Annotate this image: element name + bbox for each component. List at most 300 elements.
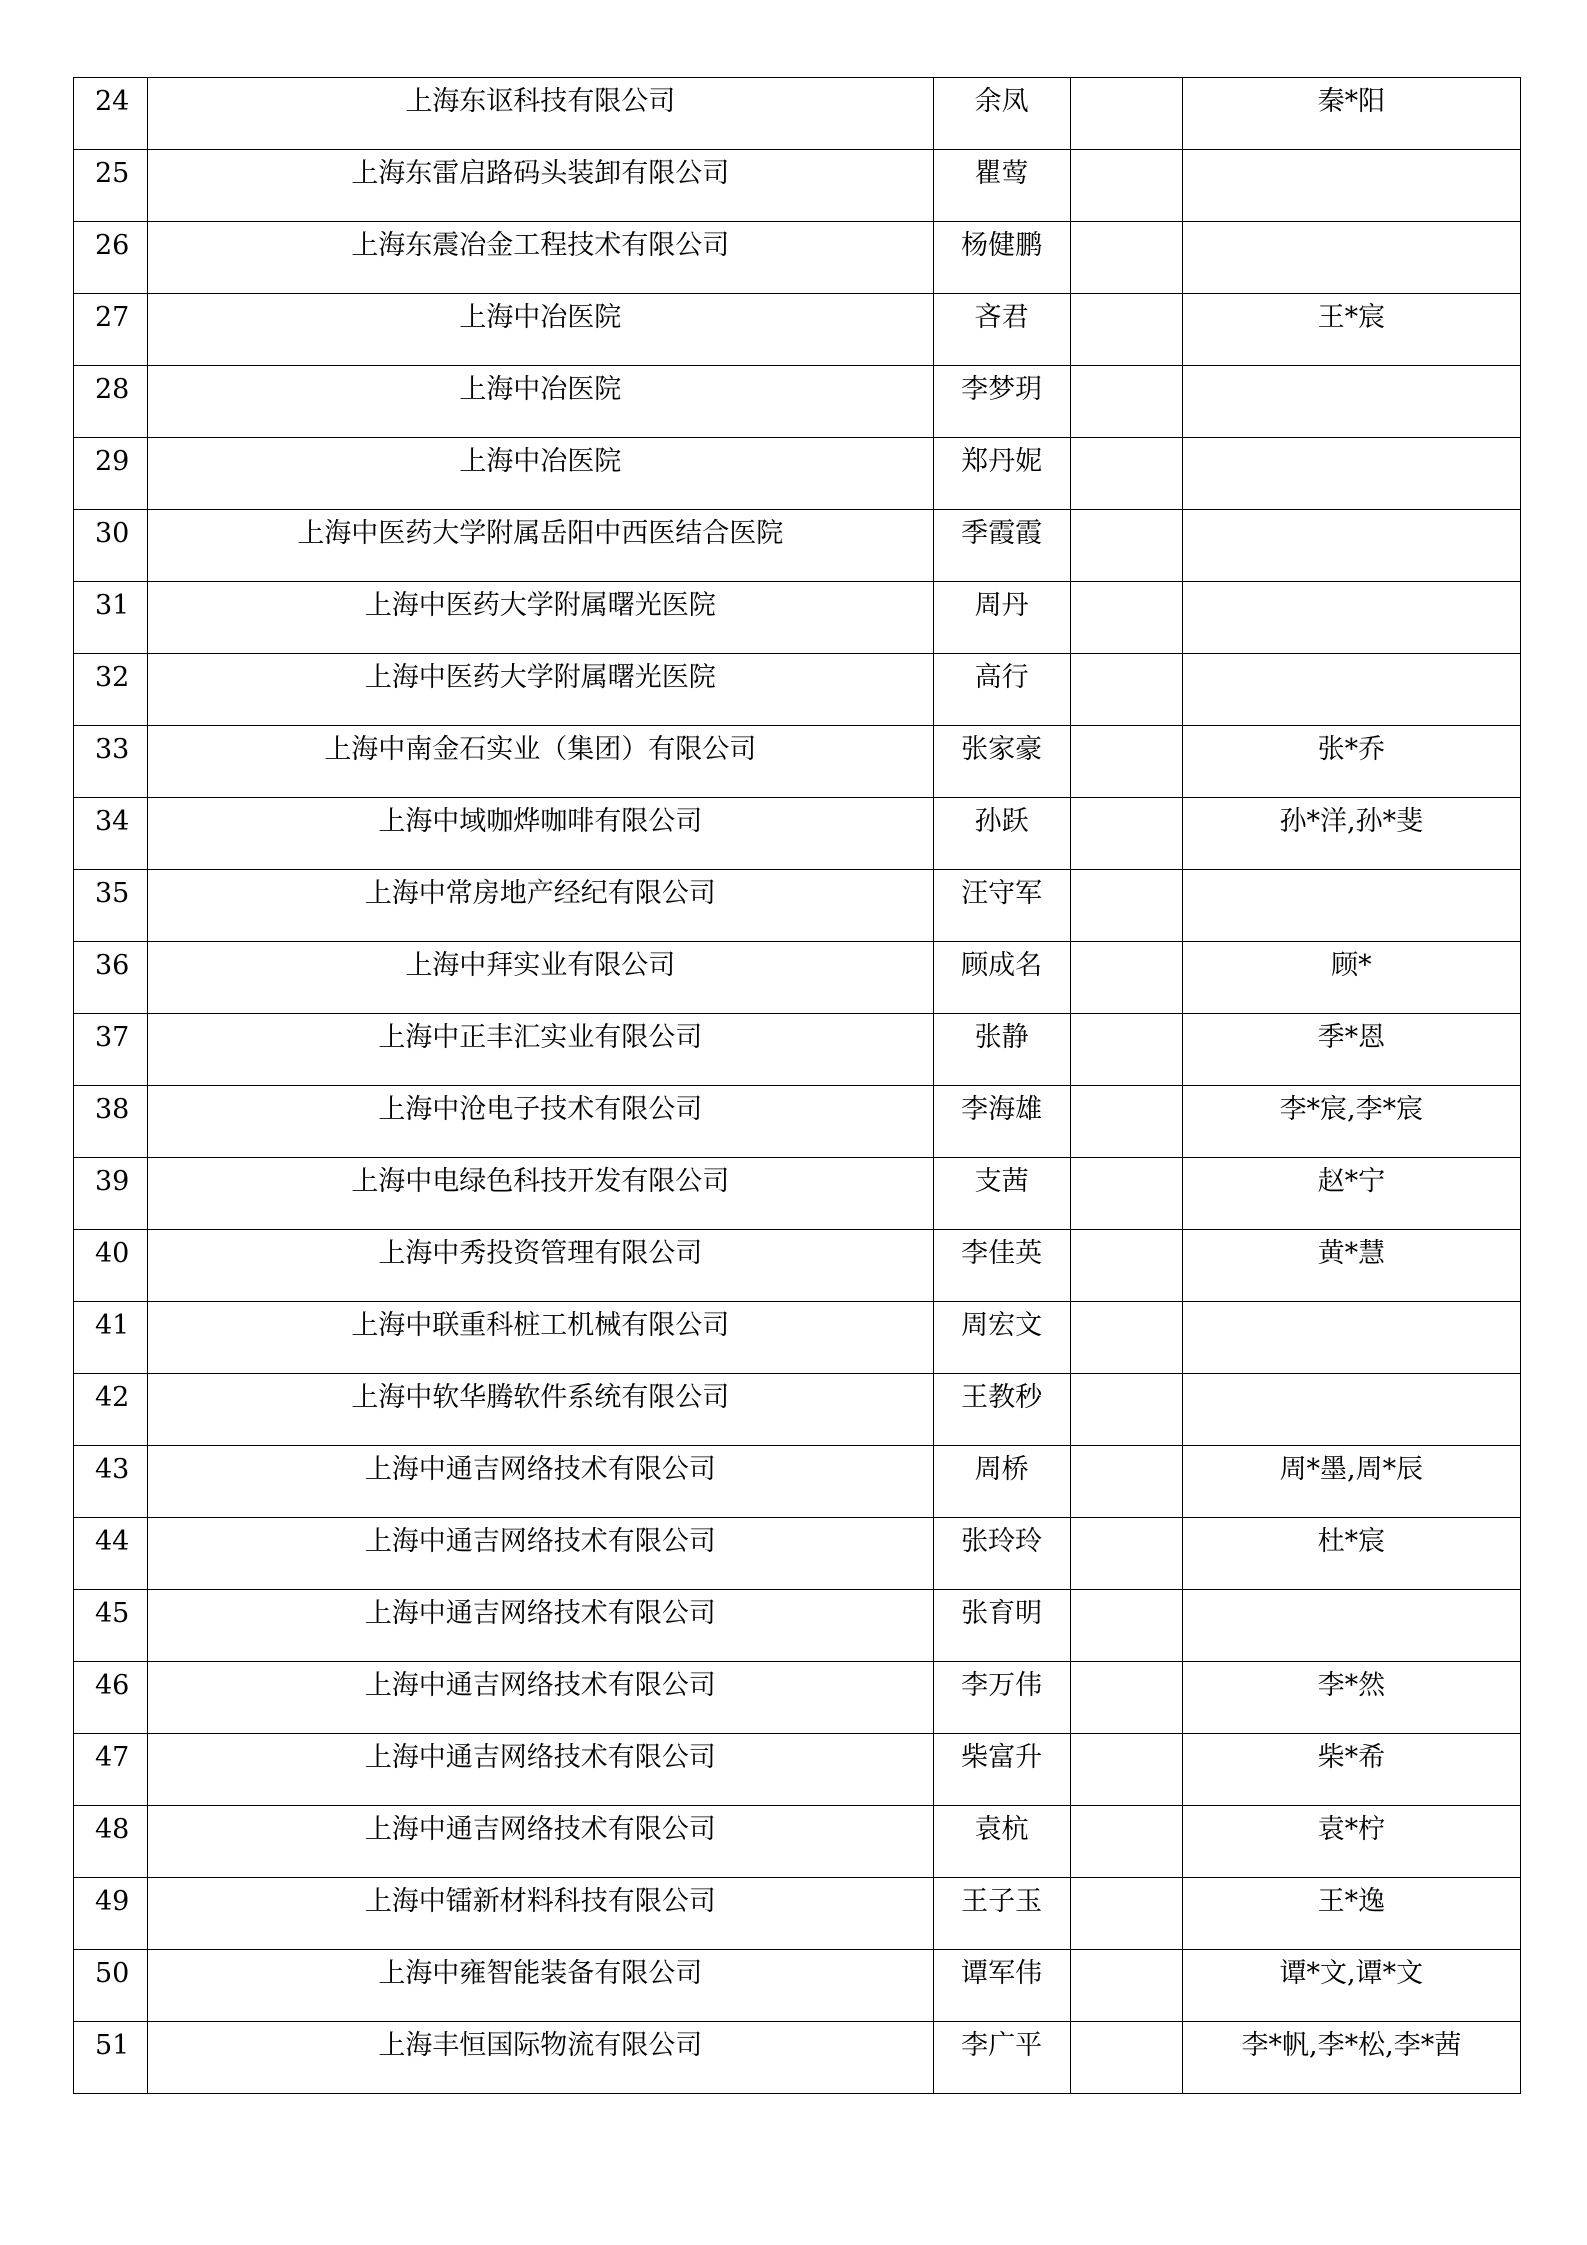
company-name-cell xyxy=(148,942,934,1014)
employee-name-cell xyxy=(933,438,1070,510)
row-number: 34 xyxy=(95,806,130,835)
employee-name: 余凤 xyxy=(974,86,1029,115)
employee-name: 周桥 xyxy=(974,1454,1029,1483)
company-name-cell xyxy=(148,1158,934,1230)
table-row xyxy=(74,726,1521,798)
children-names-cell xyxy=(1182,78,1520,150)
children-names: 李*宸,李*宸 xyxy=(1279,1094,1424,1123)
children-names xyxy=(1183,438,1520,448)
children-names-cell xyxy=(1182,798,1520,870)
employee-name-cell xyxy=(933,654,1070,726)
company-name-cell xyxy=(148,1374,934,1446)
company-name-cell xyxy=(148,1734,934,1806)
blank-cell-cell xyxy=(1070,654,1182,726)
children-names-cell xyxy=(1182,1878,1520,1950)
children-names xyxy=(1183,1590,1520,1600)
row-number: 46 xyxy=(95,1670,130,1699)
children-names xyxy=(1183,1374,1520,1384)
blank-cell-cell xyxy=(1070,798,1182,870)
blank-cell-cell xyxy=(1070,870,1182,942)
children-names xyxy=(1183,1302,1520,1312)
company-name: 上海中电绿色科技开发有限公司 xyxy=(351,1166,730,1195)
blank-cell xyxy=(1071,1086,1182,1096)
row-number: 50 xyxy=(95,1958,130,1987)
company-name-cell xyxy=(148,1446,934,1518)
blank-cell xyxy=(1071,798,1182,808)
employee-name: 瞿莺 xyxy=(974,158,1029,187)
children-names xyxy=(1183,150,1520,160)
employee-name-cell xyxy=(933,222,1070,294)
children-names: 杜*宸 xyxy=(1317,1526,1386,1555)
row-number: 40 xyxy=(95,1238,130,1267)
employee-name: 谭军伟 xyxy=(961,1958,1043,1987)
employee-name-cell xyxy=(933,1086,1070,1158)
children-names xyxy=(1183,510,1520,520)
blank-cell xyxy=(1071,438,1182,448)
employee-name-cell xyxy=(933,942,1070,1014)
employee-name: 李海雄 xyxy=(961,1094,1043,1123)
blank-cell xyxy=(1071,1806,1182,1816)
company-name: 上海中拜实业有限公司 xyxy=(405,950,676,979)
blank-cell-cell xyxy=(1070,1446,1182,1518)
company-name-cell xyxy=(148,1230,934,1302)
company-name-cell xyxy=(148,366,934,438)
company-name: 上海中通吉网络技术有限公司 xyxy=(364,1526,716,1555)
company-name: 上海中冶医院 xyxy=(459,446,622,475)
employee-name: 张家豪 xyxy=(961,734,1043,763)
row-number-cell xyxy=(74,150,148,222)
blank-cell xyxy=(1071,1518,1182,1528)
row-number-cell xyxy=(74,294,148,366)
blank-cell xyxy=(1071,942,1182,952)
row-number-cell xyxy=(74,1662,148,1734)
row-number: 42 xyxy=(95,1382,130,1411)
employee-name: 李梦玥 xyxy=(961,374,1043,403)
company-name: 上海中通吉网络技术有限公司 xyxy=(364,1454,716,1483)
children-names: 孙*洋,孙*斐 xyxy=(1279,806,1424,835)
blank-cell-cell xyxy=(1070,1374,1182,1446)
row-number: 26 xyxy=(95,230,130,259)
employee-name-cell xyxy=(933,1518,1070,1590)
children-names xyxy=(1183,654,1520,664)
company-name-cell xyxy=(148,870,934,942)
employee-name-cell xyxy=(933,1878,1070,1950)
children-names-cell xyxy=(1182,1230,1520,1302)
employee-name: 张玲玲 xyxy=(961,1526,1043,1555)
employee-name-cell xyxy=(933,1590,1070,1662)
table-row xyxy=(74,366,1521,438)
table-row xyxy=(74,1302,1521,1374)
row-number: 43 xyxy=(95,1454,130,1483)
company-name-cell xyxy=(148,150,934,222)
blank-cell-cell xyxy=(1070,294,1182,366)
children-names: 李*帆,李*松,李*茜 xyxy=(1241,2030,1462,2059)
table-row xyxy=(74,798,1521,870)
row-number: 29 xyxy=(95,446,130,475)
row-number-cell xyxy=(74,438,148,510)
employee-name: 高行 xyxy=(974,662,1029,691)
employee-name-cell xyxy=(933,294,1070,366)
table-row xyxy=(74,1446,1521,1518)
row-number: 36 xyxy=(95,950,130,979)
blank-cell xyxy=(1071,726,1182,736)
blank-cell xyxy=(1071,1446,1182,1456)
children-names: 谭*文,谭*文 xyxy=(1279,1958,1424,1987)
employee-name: 周宏文 xyxy=(961,1310,1043,1339)
blank-cell xyxy=(1071,1158,1182,1168)
employee-name: 张静 xyxy=(974,1022,1029,1051)
table-row xyxy=(74,1014,1521,1086)
table-row xyxy=(74,510,1521,582)
children-names-cell xyxy=(1182,1446,1520,1518)
employee-name-cell xyxy=(933,510,1070,582)
company-name-cell xyxy=(148,1878,934,1950)
row-number: 30 xyxy=(95,518,130,547)
blank-cell-cell xyxy=(1070,2022,1182,2094)
employee-name: 李万伟 xyxy=(961,1670,1043,1699)
company-name-cell xyxy=(148,654,934,726)
row-number-cell xyxy=(74,726,148,798)
children-names: 袁*柠 xyxy=(1317,1814,1386,1843)
employee-name-cell xyxy=(933,1662,1070,1734)
employee-name-cell xyxy=(933,2022,1070,2094)
employee-name: 季霞霞 xyxy=(961,518,1043,547)
employee-name: 汪守军 xyxy=(961,878,1043,907)
blank-cell-cell xyxy=(1070,78,1182,150)
employee-name-cell xyxy=(933,1806,1070,1878)
blank-cell xyxy=(1071,1662,1182,1672)
company-name: 上海丰恒国际物流有限公司 xyxy=(378,2030,703,2059)
blank-cell xyxy=(1071,366,1182,376)
blank-cell xyxy=(1071,654,1182,664)
employee-name-cell xyxy=(933,798,1070,870)
company-name: 上海中雍智能装备有限公司 xyxy=(378,1958,703,1987)
employee-name: 李广平 xyxy=(961,2030,1043,2059)
company-name-cell xyxy=(148,438,934,510)
company-name-cell xyxy=(148,1302,934,1374)
row-number: 45 xyxy=(95,1598,130,1627)
company-name: 上海中南金石实业（集团）有限公司 xyxy=(324,734,757,763)
blank-cell-cell xyxy=(1070,1662,1182,1734)
employee-name: 杨健鹏 xyxy=(961,230,1043,259)
children-names-cell xyxy=(1182,1950,1520,2022)
employee-name: 吝君 xyxy=(974,302,1029,331)
table-row xyxy=(74,1734,1521,1806)
employee-name-cell xyxy=(933,582,1070,654)
company-name-cell xyxy=(148,1014,934,1086)
row-number: 49 xyxy=(95,1886,130,1915)
children-names: 周*墨,周*辰 xyxy=(1279,1454,1424,1483)
blank-cell-cell xyxy=(1070,726,1182,798)
company-name-cell xyxy=(148,582,934,654)
children-names: 李*然 xyxy=(1317,1670,1386,1699)
children-names xyxy=(1183,870,1520,880)
company-name: 上海中冶医院 xyxy=(459,374,622,403)
children-names: 秦*阳 xyxy=(1317,86,1386,115)
company-name: 上海中镭新材料科技有限公司 xyxy=(364,1886,716,1915)
row-number: 31 xyxy=(95,590,130,619)
row-number-cell xyxy=(74,654,148,726)
blank-cell xyxy=(1071,582,1182,592)
employee-name-cell xyxy=(933,1014,1070,1086)
row-number-cell xyxy=(74,1518,148,1590)
company-name-cell xyxy=(148,510,934,582)
children-names-cell xyxy=(1182,654,1520,726)
row-number: 35 xyxy=(95,878,130,907)
employee-name-cell xyxy=(933,1950,1070,2022)
row-number: 48 xyxy=(95,1814,130,1843)
company-name-cell xyxy=(148,798,934,870)
blank-cell-cell xyxy=(1070,366,1182,438)
row-number-cell xyxy=(74,1806,148,1878)
children-names-cell xyxy=(1182,510,1520,582)
table-row xyxy=(74,1806,1521,1878)
blank-cell-cell xyxy=(1070,1590,1182,1662)
employee-name-cell xyxy=(933,366,1070,438)
table-row xyxy=(74,1950,1521,2022)
blank-cell-cell xyxy=(1070,510,1182,582)
row-number: 24 xyxy=(95,86,130,115)
children-names-cell xyxy=(1182,2022,1520,2094)
company-name: 上海中通吉网络技术有限公司 xyxy=(364,1598,716,1627)
blank-cell xyxy=(1071,150,1182,160)
table-row xyxy=(74,1158,1521,1230)
children-names xyxy=(1183,366,1520,376)
row-number-cell xyxy=(74,1950,148,2022)
employee-name: 张育明 xyxy=(961,1598,1043,1627)
table-row xyxy=(74,150,1521,222)
table-row xyxy=(74,942,1521,1014)
blank-cell xyxy=(1071,2022,1182,2032)
employee-name-cell xyxy=(933,870,1070,942)
blank-cell xyxy=(1071,1590,1182,1600)
row-number-cell xyxy=(74,1086,148,1158)
children-names-cell xyxy=(1182,582,1520,654)
company-name: 上海中医药大学附属曙光医院 xyxy=(364,590,716,619)
blank-cell-cell xyxy=(1070,1014,1182,1086)
children-names: 季*恩 xyxy=(1317,1022,1386,1051)
children-names-cell xyxy=(1182,1086,1520,1158)
table-row xyxy=(74,222,1521,294)
row-number: 51 xyxy=(95,2030,130,2059)
children-names-cell xyxy=(1182,366,1520,438)
children-names: 王*宸 xyxy=(1317,302,1386,331)
row-number-cell xyxy=(74,1374,148,1446)
children-names-cell xyxy=(1182,942,1520,1014)
blank-cell xyxy=(1071,1374,1182,1384)
children-names-cell xyxy=(1182,1014,1520,1086)
blank-cell-cell xyxy=(1070,1230,1182,1302)
row-number-cell xyxy=(74,1302,148,1374)
row-number-cell xyxy=(74,582,148,654)
company-name: 上海东讴科技有限公司 xyxy=(405,86,676,115)
employee-name: 柴富升 xyxy=(961,1742,1043,1771)
employee-name: 郑丹妮 xyxy=(961,446,1043,475)
employee-name: 王子玉 xyxy=(961,1886,1043,1915)
row-number: 33 xyxy=(95,734,130,763)
children-names: 黄*慧 xyxy=(1317,1238,1386,1267)
table-row xyxy=(74,870,1521,942)
children-names: 赵*宁 xyxy=(1317,1166,1386,1195)
table-row xyxy=(74,1230,1521,1302)
employee-name-cell xyxy=(933,726,1070,798)
employee-name-cell xyxy=(933,1374,1070,1446)
blank-cell-cell xyxy=(1070,1878,1182,1950)
company-name: 上海中医药大学附属岳阳中西医结合医院 xyxy=(297,518,784,547)
children-names-cell xyxy=(1182,1590,1520,1662)
table-row xyxy=(74,1662,1521,1734)
blank-cell xyxy=(1071,294,1182,304)
company-name-cell xyxy=(148,1806,934,1878)
children-names-cell xyxy=(1182,294,1520,366)
employee-name: 袁杭 xyxy=(974,1814,1029,1843)
row-number-cell xyxy=(74,1590,148,1662)
blank-cell-cell xyxy=(1070,438,1182,510)
children-names-cell xyxy=(1182,1662,1520,1734)
blank-cell-cell xyxy=(1070,1158,1182,1230)
employee-name-cell xyxy=(933,1302,1070,1374)
blank-cell-cell xyxy=(1070,1806,1182,1878)
children-names: 王*逸 xyxy=(1317,1886,1386,1915)
company-name-cell xyxy=(148,294,934,366)
children-names-cell xyxy=(1182,1518,1520,1590)
employee-name-cell xyxy=(933,150,1070,222)
table-row xyxy=(74,1374,1521,1446)
children-names: 柴*希 xyxy=(1317,1742,1386,1771)
table-row xyxy=(74,582,1521,654)
blank-cell xyxy=(1071,1230,1182,1240)
employee-name-cell xyxy=(933,1734,1070,1806)
children-names: 顾* xyxy=(1331,950,1372,979)
blank-cell-cell xyxy=(1070,1734,1182,1806)
company-name: 上海中常房地产经纪有限公司 xyxy=(364,878,716,907)
company-name: 上海中秀投资管理有限公司 xyxy=(378,1238,703,1267)
blank-cell-cell xyxy=(1070,1950,1182,2022)
employee-name-cell xyxy=(933,1446,1070,1518)
row-number-cell xyxy=(74,870,148,942)
children-names xyxy=(1183,582,1520,592)
company-name: 上海中软华腾软件系统有限公司 xyxy=(351,1382,730,1411)
children-names-cell xyxy=(1182,150,1520,222)
blank-cell-cell xyxy=(1070,582,1182,654)
blank-cell-cell xyxy=(1070,1086,1182,1158)
row-number: 38 xyxy=(95,1094,130,1123)
row-number-cell xyxy=(74,2022,148,2094)
company-name-cell xyxy=(148,1590,934,1662)
row-number-cell xyxy=(74,1446,148,1518)
row-number-cell xyxy=(74,510,148,582)
children-names xyxy=(1183,222,1520,232)
table-row xyxy=(74,2022,1521,2094)
row-number-cell xyxy=(74,1230,148,1302)
children-names-cell xyxy=(1182,438,1520,510)
company-name-cell xyxy=(148,2022,934,2094)
row-number: 39 xyxy=(95,1166,130,1195)
company-name-cell xyxy=(148,1662,934,1734)
employee-name: 李佳英 xyxy=(961,1238,1043,1267)
blank-cell-cell xyxy=(1070,150,1182,222)
children-names-cell xyxy=(1182,1302,1520,1374)
company-name: 上海中正丰汇实业有限公司 xyxy=(378,1022,703,1051)
blank-cell xyxy=(1071,1734,1182,1744)
row-number-cell xyxy=(74,1014,148,1086)
blank-cell xyxy=(1071,1878,1182,1888)
blank-cell-cell xyxy=(1070,222,1182,294)
company-name: 上海中通吉网络技术有限公司 xyxy=(364,1814,716,1843)
row-number: 41 xyxy=(95,1310,130,1339)
table-row xyxy=(74,1878,1521,1950)
employee-name: 顾成名 xyxy=(961,950,1043,979)
employee-name: 支茜 xyxy=(974,1166,1029,1195)
children-names-cell xyxy=(1182,222,1520,294)
company-name-cell xyxy=(148,78,934,150)
children-names-cell xyxy=(1182,1158,1520,1230)
table-row xyxy=(74,654,1521,726)
company-name: 上海中通吉网络技术有限公司 xyxy=(364,1742,716,1771)
table-row xyxy=(74,294,1521,366)
children-names-cell xyxy=(1182,1806,1520,1878)
blank-cell xyxy=(1071,510,1182,520)
employee-name-cell xyxy=(933,1158,1070,1230)
row-number-cell xyxy=(74,1734,148,1806)
company-name: 上海中沧电子技术有限公司 xyxy=(378,1094,703,1123)
children-names-cell xyxy=(1182,1734,1520,1806)
children-names-cell xyxy=(1182,726,1520,798)
blank-cell xyxy=(1071,222,1182,232)
employee-name: 王教秒 xyxy=(961,1382,1043,1411)
table-row xyxy=(74,1518,1521,1590)
company-name: 上海中冶医院 xyxy=(459,302,622,331)
row-number-cell xyxy=(74,78,148,150)
company-name-cell xyxy=(148,1086,934,1158)
blank-cell xyxy=(1071,1950,1182,1960)
row-number: 44 xyxy=(95,1526,130,1555)
row-number-cell xyxy=(74,222,148,294)
row-number-cell xyxy=(74,1878,148,1950)
company-name-cell xyxy=(148,1518,934,1590)
row-number-cell xyxy=(74,1158,148,1230)
table-body xyxy=(74,78,1521,2094)
blank-cell-cell xyxy=(1070,942,1182,1014)
employee-name: 周丹 xyxy=(974,590,1029,619)
blank-cell-cell xyxy=(1070,1302,1182,1374)
company-name-cell xyxy=(148,1950,934,2022)
company-name: 上海中通吉网络技术有限公司 xyxy=(364,1670,716,1699)
table-row xyxy=(74,1086,1521,1158)
children-names-cell xyxy=(1182,1374,1520,1446)
row-number: 47 xyxy=(95,1742,130,1771)
table-row xyxy=(74,78,1521,150)
company-name-cell xyxy=(148,222,934,294)
blank-cell xyxy=(1071,1014,1182,1024)
row-number-cell xyxy=(74,798,148,870)
employee-name-cell xyxy=(933,78,1070,150)
company-name: 上海东雷启路码头装卸有限公司 xyxy=(351,158,730,187)
company-name-cell xyxy=(148,726,934,798)
row-number-cell xyxy=(74,366,148,438)
row-number: 37 xyxy=(95,1022,130,1051)
blank-cell-cell xyxy=(1070,1518,1182,1590)
row-number: 27 xyxy=(95,302,130,331)
employee-name-cell xyxy=(933,1230,1070,1302)
row-number-cell xyxy=(74,942,148,1014)
registry-table xyxy=(73,77,1521,2094)
company-name: 上海中医药大学附属曙光医院 xyxy=(364,662,716,691)
company-name: 上海中联重科桩工机械有限公司 xyxy=(351,1310,730,1339)
company-name: 上海中域咖烨咖啡有限公司 xyxy=(378,806,703,835)
blank-cell xyxy=(1071,78,1182,88)
employee-name: 孙跃 xyxy=(974,806,1029,835)
